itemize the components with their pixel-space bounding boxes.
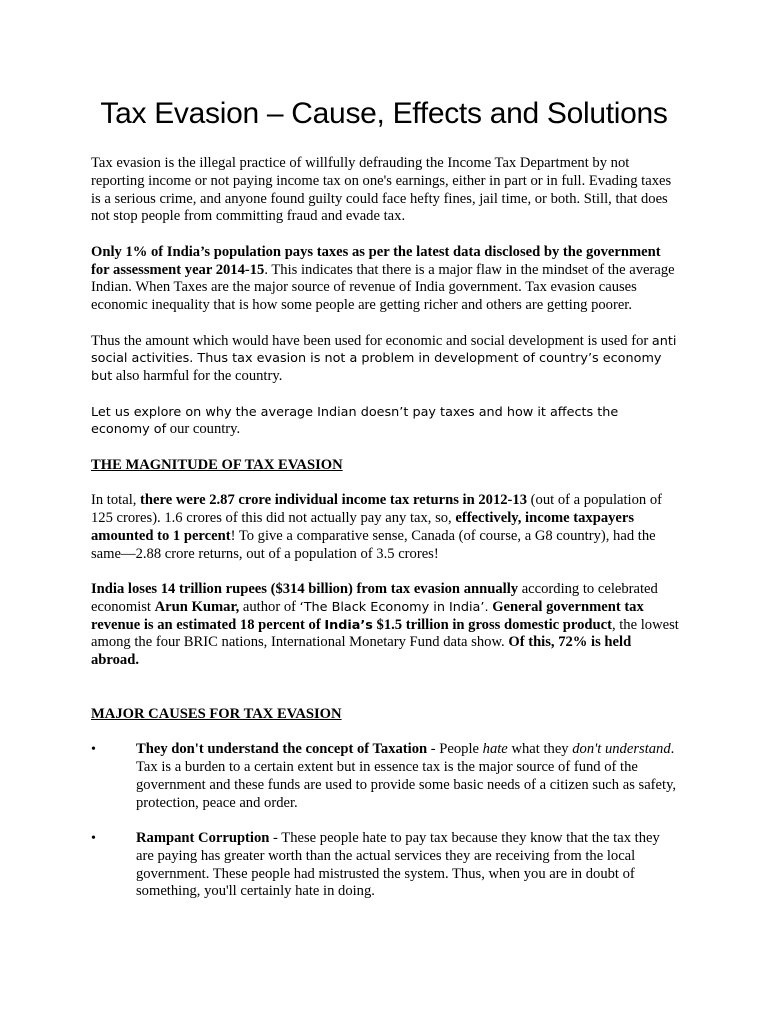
cause-text: . Tax is a burden to a certain extent but in essence tax is the major source of fund of the government and these funds are used to provide some basic needs of a citizen such as safety, protection, peace and order. — [136, 741, 677, 811]
intro-paragraph-2-text: . This indicates that there is a major flaw in the mindset of the average Indian. When Taxes are the major source of revenue of India government. Tax evasion causes economic inequality that is how some people are getting richer and others are getting poorer. — [91, 261, 675, 314]
list-item — [91, 741, 681, 812]
cause-text: what they — [507, 741, 573, 758]
section-heading-magnitude: THE MAGNITUDE OF TAX EVASION — [91, 456, 343, 473]
cause-title: Rampant Corruption — [136, 830, 270, 847]
cause-text: - These people hate to pay tax because they know that the tax they are paying has greater worth than the actual services they are receiving from the local government. These people had mistrusted the system. Thus, when you are in doubt of something, you'll certainly hate in doing. — [136, 830, 660, 900]
magnitude-paragraph-1 — [91, 492, 681, 563]
magnitude-p2-text-2: author of — [239, 598, 300, 615]
cause-italic: don't understand — [572, 741, 671, 758]
causes-list — [91, 741, 681, 901]
magnitude-p2-bold-india: India’s — [324, 617, 373, 633]
magnitude-p1-bold-1: there were 2.87 crore individual income tax returns in 2012-13 — [140, 492, 528, 509]
intro-paragraph-4 — [91, 404, 681, 440]
cause-text: - People — [427, 741, 483, 758]
bullet-icon: • — [91, 742, 96, 758]
magnitude-p1-text-1: In total, — [91, 492, 141, 509]
magnitude-p2-text-1: according to celebrated economist — [91, 580, 658, 615]
intro-paragraph-2 — [91, 244, 681, 315]
document-body — [91, 155, 681, 919]
intro-paragraph-3 — [91, 333, 681, 386]
magnitude-p1-text-3: ! To give a comparative sense, Canada (of course, a G8 country), had the same—2.88 crore returns, out of a population of 3.5 crores! — [91, 527, 656, 562]
magnitude-p2-bold-1: India loses 14 trillion rupees ($314 billion) from tax evasion annually — [91, 580, 519, 597]
intro-paragraph-1: Tax evasion is the illegal practice of willfully defrauding the Income Tax Department by not reporting income or not paying income tax on one's earnings, either in part or in full. Evading taxes is a serious crime, and anyone found guilty could face hefty fines, jail time, or both. Still, that does not stop people from committing fraud and evade tax. — [91, 155, 672, 225]
intro-paragraph-3-text-c: also harmful for the country. — [112, 368, 283, 385]
intro-paragraph-4-text-b: our country. — [166, 421, 241, 438]
book-title: ‘The Black Economy in India’. — [299, 599, 489, 615]
magnitude-p1-text-2: (out of a population of 125 crores). 1.6 crores of this did not actually pay any tax, so, — [91, 492, 662, 526]
bullet-icon: • — [91, 831, 96, 847]
magnitude-p2-text-4: , the lowest among the four BRIC nations, International Monetary Fund data show. — [91, 616, 679, 651]
intro-paragraph-3-text-a: Thus the amount which would have been used for economic and social development is used for — [91, 332, 652, 349]
section-heading-causes: MAJOR CAUSES FOR TAX EVASION — [91, 705, 342, 722]
intro-paragraph-4-text-a: Let us explore on why the average Indian doesn’t pay taxes and how it affects the economy of — [91, 404, 619, 438]
magnitude-p2-bold-4: Of this, 72% is held abroad. — [91, 634, 632, 669]
list-item — [91, 830, 681, 901]
magnitude-p2-bold-3b: $1.5 trillion in gross domestic product — [372, 616, 612, 633]
magnitude-paragraph-2 — [91, 581, 681, 670]
cause-title: They don't understand the concept of Taxation — [136, 741, 428, 758]
magnitude-p1-bold-2: effectively, income taxpayers amounted to 1 percent — [91, 509, 635, 544]
cause-italic: hate — [482, 741, 508, 758]
magnitude-p2-bold-2: Arun Kumar, — [154, 598, 240, 615]
document-title: Tax Evasion – Cause, Effects and Solutions — [100, 97, 668, 130]
intro-paragraph-3-text-b: anti social activities. Thus tax evasion is not a problem in development of country’s economy but — [91, 333, 677, 385]
magnitude-p2-bold-3a: General government tax revenue is an estimated 18 percent of — [91, 598, 644, 633]
key-statistic-bold: Only 1% of India’s population pays taxes as per the latest data disclosed by the government for assessment year 2014-15 — [91, 243, 661, 278]
